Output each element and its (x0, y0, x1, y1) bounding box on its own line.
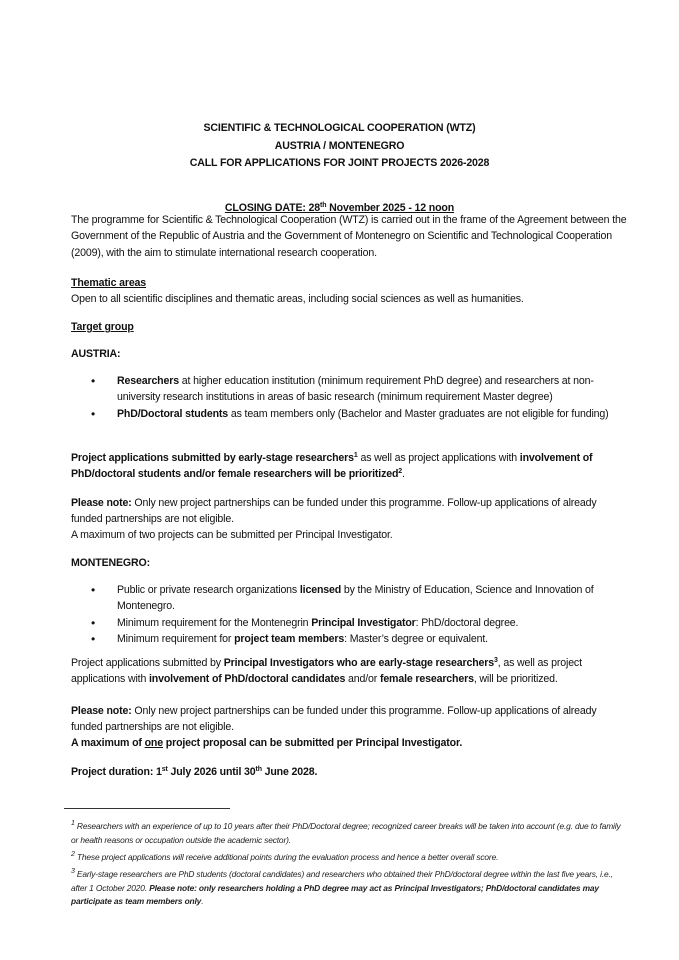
doc-title-line-3: CALL FOR APPLICATIONS FOR JOINT PROJECTS 2026-2028 (189, 157, 490, 169)
paragraph (71, 527, 629, 543)
paragraph (71, 450, 629, 483)
text-run: one (144, 737, 163, 749)
paragraph (71, 703, 629, 736)
text-run: These project applications will receive additional points during the evaluation process and hence a better overall score. (74, 852, 499, 862)
text-run: Minimum requirement for (117, 632, 235, 645)
text-run: A maximum of (71, 737, 145, 749)
text-run: Thematic areas (71, 277, 147, 289)
text-run: July 2026 until 30 (167, 766, 256, 778)
text-run: AUSTRIA: (71, 348, 121, 360)
paragraph (71, 555, 629, 571)
text-run: at higher education institution (minimum requirement PhD degree) and researchers at non-university research institutions in areas of basic research (minimum requirement Master degree) (117, 375, 594, 404)
footnote (71, 851, 629, 865)
text-run: , as well as project applications with (71, 657, 582, 686)
text-run: : PhD/doctoral degree. (415, 616, 519, 629)
text-run: Researchers (117, 375, 179, 387)
text-run: November 2025 - 12 noon (326, 202, 455, 214)
paragraph (71, 319, 629, 335)
text-run: MONTENEGRO: (71, 557, 150, 569)
text-run: Minimum requirement for the Montenegrin (117, 616, 312, 629)
text-run: . (402, 468, 405, 481)
text-run: involvement of PhD/doctoral students and/or female researchers will be prioritized (71, 452, 593, 481)
text-run: st (161, 766, 168, 773)
paragraph (71, 275, 629, 291)
text-run: Please note: only researchers holding a PhD degree may act as Principal Investigators; PhD/doctoral candidates may participate as team members only (71, 882, 599, 906)
paragraph (71, 346, 629, 362)
text-run: Project duration: 1 (71, 766, 162, 778)
text-run: th (320, 202, 327, 209)
text-run: Target group (71, 321, 134, 333)
text-run: Early-stage researchers are PhD students (doctoral candidates) and researchers who obtained their PhD/doctoral degree within the last five years, i.e., after 1 October 2020. (71, 869, 613, 893)
text-run: PhD/Doctoral students (117, 407, 229, 420)
list-item (71, 373, 629, 406)
text-run: 3 (493, 657, 498, 664)
text-run: project team members (234, 632, 345, 645)
bullet-list (71, 373, 629, 422)
text-run: by the Ministry of Education, Science and Innovation of Montenegro. (117, 584, 594, 613)
text-run: Principal Investigators who are early-stage researchers (223, 657, 494, 669)
text-run: 3 (71, 868, 75, 875)
doc-title-line-2: AUSTRIA / MONTENEGRO (274, 140, 405, 152)
text-run: A maximum of two projects can be submitted per Principal Investigator. (71, 529, 393, 541)
text-run: Project applications submitted by (71, 657, 224, 669)
paragraph (71, 495, 629, 528)
text-run: . (201, 896, 204, 906)
paragraph (71, 291, 629, 307)
text-run: : Master’s degree or equivalent. (344, 632, 488, 645)
text-run: Please note: (71, 705, 132, 717)
footnote-divider (64, 808, 230, 809)
footnote (71, 820, 629, 847)
paragraph (71, 735, 629, 751)
text-run: Project applications submitted by early-stage researchers (71, 452, 354, 464)
text-run: 2 (398, 468, 403, 476)
text-run: female researchers (379, 673, 474, 686)
list-item (71, 631, 629, 647)
text-run: Public or private research organizations (117, 584, 300, 596)
text-run: CLOSING DATE: 28 (224, 202, 321, 214)
paragraph (71, 655, 629, 688)
text-run: and/or (345, 673, 380, 686)
text-run: licensed (299, 584, 342, 596)
text-run: 1 (353, 452, 358, 459)
text-run: 2 (71, 851, 75, 858)
text-run: th (255, 766, 262, 773)
text-run: , will be prioritized. (473, 673, 558, 686)
text-run: Please note: (71, 497, 132, 509)
list-item (71, 406, 629, 422)
text-run: The programme for Scientific & Technological Cooperation (WTZ) is carried out in the frame of the Agreement between the Government of the Republic of Austria and the Government of Montenegro on Scientific and Technological Cooperation (2009), with the aim to stimulate international research cooperation. (71, 214, 627, 259)
text-run: Open to all scientific disciplines and thematic areas, including social sciences as well as humanities. (71, 293, 524, 305)
text-run: June 2028. (261, 766, 318, 778)
bullet-list (71, 582, 629, 647)
text-run: 1 (71, 820, 75, 827)
text-run: Only new project partnerships can be funded under this programme. Follow-up applications of already funded partnerships are not eligible. (71, 497, 597, 526)
text-run: project proposal can be submitted per Principal Investigator. (162, 737, 463, 749)
text-run: involvement of PhD/doctoral candidates (148, 673, 346, 686)
footnote (71, 868, 629, 909)
text-run: as team members only (Bachelor and Master graduates are not eligible for funding) (228, 407, 609, 420)
paragraph (71, 212, 629, 261)
text-run: Principal Investigator (311, 616, 416, 629)
text-run: as well as project applications with (357, 452, 520, 464)
list-item (71, 615, 629, 631)
paragraph (71, 764, 629, 780)
text-run: Researchers with an experience of up to 10 years after their PhD/Doctoral degree; recognized career breaks will be taken into account (e.g. due to family or health reasons or occupation outside the academic sector). (71, 821, 621, 845)
text-run: Only new project partnerships can be funded under this programme. Follow-up applications of already funded partnerships are not eligible. (71, 705, 597, 734)
doc-title-line-1: SCIENTIFIC & TECHNOLOGICAL COOPERATION (WTZ) (203, 122, 476, 134)
list-item (71, 582, 629, 615)
